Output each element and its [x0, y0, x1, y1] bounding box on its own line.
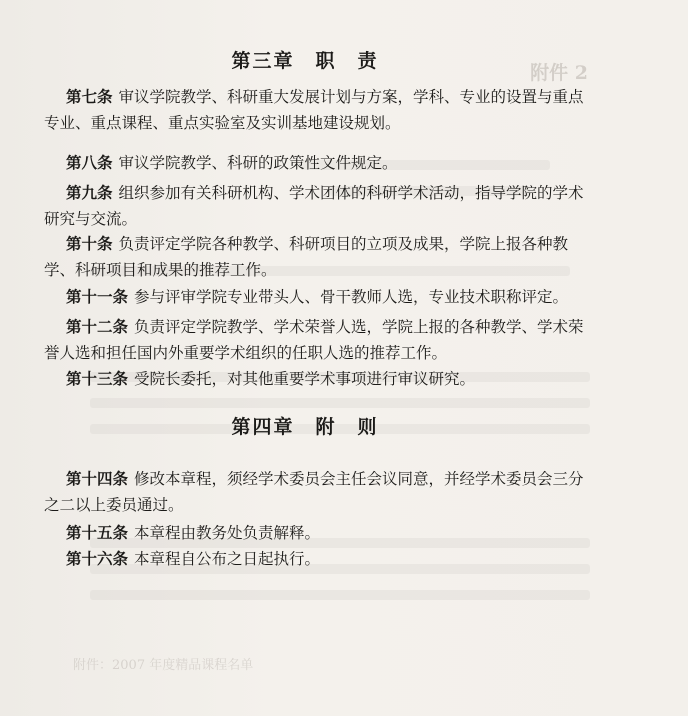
- article-7: [44, 84, 592, 136]
- article-text: 审议学院教学、科研重大发展计划与方案，学科、专业的设置与重点专业、重点课程、重点实验室及实训基地建设规划。: [44, 88, 584, 132]
- article-text: 受院长委托，对其他重要学术事项进行审议研究。: [134, 370, 476, 388]
- bleed-through-line: [90, 398, 590, 408]
- bleed-through-heading: 附件 2: [530, 62, 588, 84]
- article-number: 第十四条: [66, 469, 129, 488]
- article-number: 第九条: [66, 183, 113, 202]
- article-11: [44, 284, 592, 310]
- chapter-3-title: 第三章 职 责: [231, 50, 379, 72]
- article-14: [44, 466, 592, 518]
- bleed-through-line: [90, 590, 590, 600]
- article-number: 第十条: [66, 234, 113, 253]
- article-15: [44, 520, 592, 546]
- article-number: 第十一条: [66, 287, 129, 306]
- article-text: 修改本章程，须经学术委员会主任会议同意，并经学术委员会三分之二以上委员通过。: [44, 470, 584, 514]
- article-text: 负责评定学院教学、学术荣誉人选，学院上报的各种教学、学术荣誉人选和担任国内外重要学术组织的任职人选的推荐工作。: [44, 318, 584, 362]
- article-number: 第七条: [66, 87, 113, 106]
- bleed-through-footer: 附件：2007 年度精品课程名单: [73, 658, 254, 673]
- article-number: 第十六条: [66, 549, 129, 568]
- article-8: [44, 150, 592, 176]
- article-16: [44, 546, 592, 572]
- article-13: [44, 366, 592, 392]
- article-text: 负责评定学院各种教学、科研项目的立项及成果，学院上报各种教学、科研项目和成果的推荐工作。: [44, 235, 569, 279]
- article-text: 参与评审学院专业带头人、骨干教师人选，专业技术职称评定。: [134, 288, 569, 306]
- article-number: 第十三条: [66, 369, 129, 388]
- article-text: 组织参加有关科研机构、学术团体的科研学术活动，指导学院的学术研究与交流。: [44, 184, 584, 228]
- article-text: 审议学院教学、科研的政策性文件规定。: [118, 154, 398, 172]
- article-number: 第十五条: [66, 523, 129, 542]
- article-text: 本章程自公布之日起执行。: [134, 550, 321, 568]
- chapter-4-title: 第四章 附 则: [231, 416, 379, 438]
- article-number: 第八条: [66, 153, 113, 172]
- article-12: [44, 314, 592, 366]
- article-text: 本章程由教务处负责解释。: [134, 524, 321, 542]
- article-10: [44, 231, 592, 283]
- article-9: [44, 180, 592, 232]
- article-number: 第十二条: [66, 317, 129, 336]
